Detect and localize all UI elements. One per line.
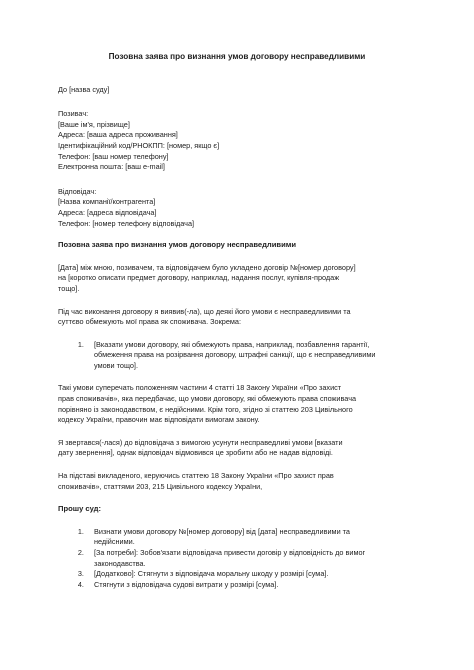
paragraph-line: суттєво обмежують мої права як споживача. Зокрема:: [58, 317, 242, 327]
paragraph-line: прав споживачів», яка передбачає, що умови договору, які обмежують права споживача: [58, 394, 357, 404]
paragraph-line: Я звертався(-лася) до відповідача з вимогою усунути несправедливі умови [вказати: [58, 437, 343, 447]
list-item-line: недійсними.: [94, 537, 135, 547]
plaintiff-id-code: Ідентифікаційний код/РНОКПП: [номер, якщо є]: [58, 140, 220, 150]
unfair-terms-list: [58, 340, 416, 372]
list-item-line: 4. Стягнути з відповідача судові витрати у розмірі [сума].: [94, 579, 279, 589]
list-item-line: умови тощо].: [94, 360, 138, 370]
defendant-name: [Назва компанії/контрагента]: [58, 197, 156, 207]
paragraph-line: [Дата] між мною, позивачем, та відповідачем було укладено договір №[номер договору]: [58, 262, 356, 272]
defendant-block: [58, 187, 416, 229]
plaintiff-phone: Телефон: [ваш номер телефону]: [58, 151, 169, 161]
court-line: До [назва суду]: [58, 84, 110, 94]
paragraph-line: на [коротко описати предмет договору, наприклад, надання послуг, купівля-продаж: [58, 273, 340, 283]
paragraph-grounds: [58, 471, 416, 492]
paragraph-line: Під час виконання договору я виявив(-ла), що деякі його умови є несправедливими та: [58, 306, 351, 316]
list-item-line: 2. [За потреби]: Зобов'язати відповідача привести договір у відповідність до вимог: [94, 548, 366, 557]
list-item-line: обмеження права на розірвання договору, штрафні санкції, що є несправедливими: [94, 350, 376, 360]
plaintiff-block: [58, 109, 416, 173]
paragraph-line: кодексу України, правочин має відповідати вимогам закону.: [58, 415, 260, 425]
paragraph-line: порівняно із законодавством, є недійсними. Крім того, згідно зі статтею 203 Цивільного: [58, 404, 353, 414]
paragraph-line: споживачів», статтями 203, 215 Цивільного кодексу України,: [58, 481, 263, 491]
paragraph-line: тощо].: [58, 283, 80, 293]
plaintiff-email: Електронна пошта: [ваш e-mail]: [58, 162, 165, 172]
paragraph-contract: [58, 263, 416, 295]
defendant-heading: Відповідач:: [58, 186, 97, 196]
claim-subheading: Позовна заява про визнання умов договору несправедливими: [58, 240, 297, 250]
paragraph-unfair-terms: [58, 307, 416, 328]
paragraph-line: На підставі викладеного, керуючись статтею 18 Закону України «Про захист прав: [58, 471, 334, 481]
list-item-line: законодавства.: [94, 558, 146, 568]
request-heading: Прошу суд:: [58, 504, 102, 514]
defendant-address: Адреса: [адреса відповідача]: [58, 207, 157, 217]
plaintiff-address: Адреса: [ваша адреса проживання]: [58, 130, 178, 140]
paragraph-appeal: [58, 438, 416, 459]
defendant-phone: Телефон: [номер телефону відповідача]: [58, 218, 195, 228]
list-item: [86, 580, 416, 591]
list-item: [86, 340, 416, 372]
list-item-line: 1. Визнати умови договору №[номер договору] від [дата] несправедливими та: [94, 526, 350, 536]
document-title: Позовна заява про визнання умов договору несправедливими: [108, 52, 366, 61]
list-item: [86, 548, 416, 569]
paragraph-legal-basis: [58, 383, 416, 425]
request-list: [58, 527, 416, 591]
list-item: [86, 527, 416, 548]
list-item-line: 1. [Вказати умови договору, які обмежують права, наприклад, позбавлення гарантії,: [94, 339, 370, 349]
paragraph-line: дату звернення], однак відповідач відмовився це зробити або не надав відповіді.: [58, 448, 333, 458]
plaintiff-heading: Позивач:: [58, 109, 89, 119]
plaintiff-name: [Ваше ім'я, прізвище]: [58, 119, 130, 129]
list-item: [86, 569, 416, 580]
paragraph-line: Такі умови суперечать положенням частини 4 статті 18 Закону України «Про захист: [58, 383, 342, 393]
list-item-line: 3. [Додатково]: Стягнути з відповідача моральну шкоду у розмірі [сума].: [94, 569, 329, 579]
